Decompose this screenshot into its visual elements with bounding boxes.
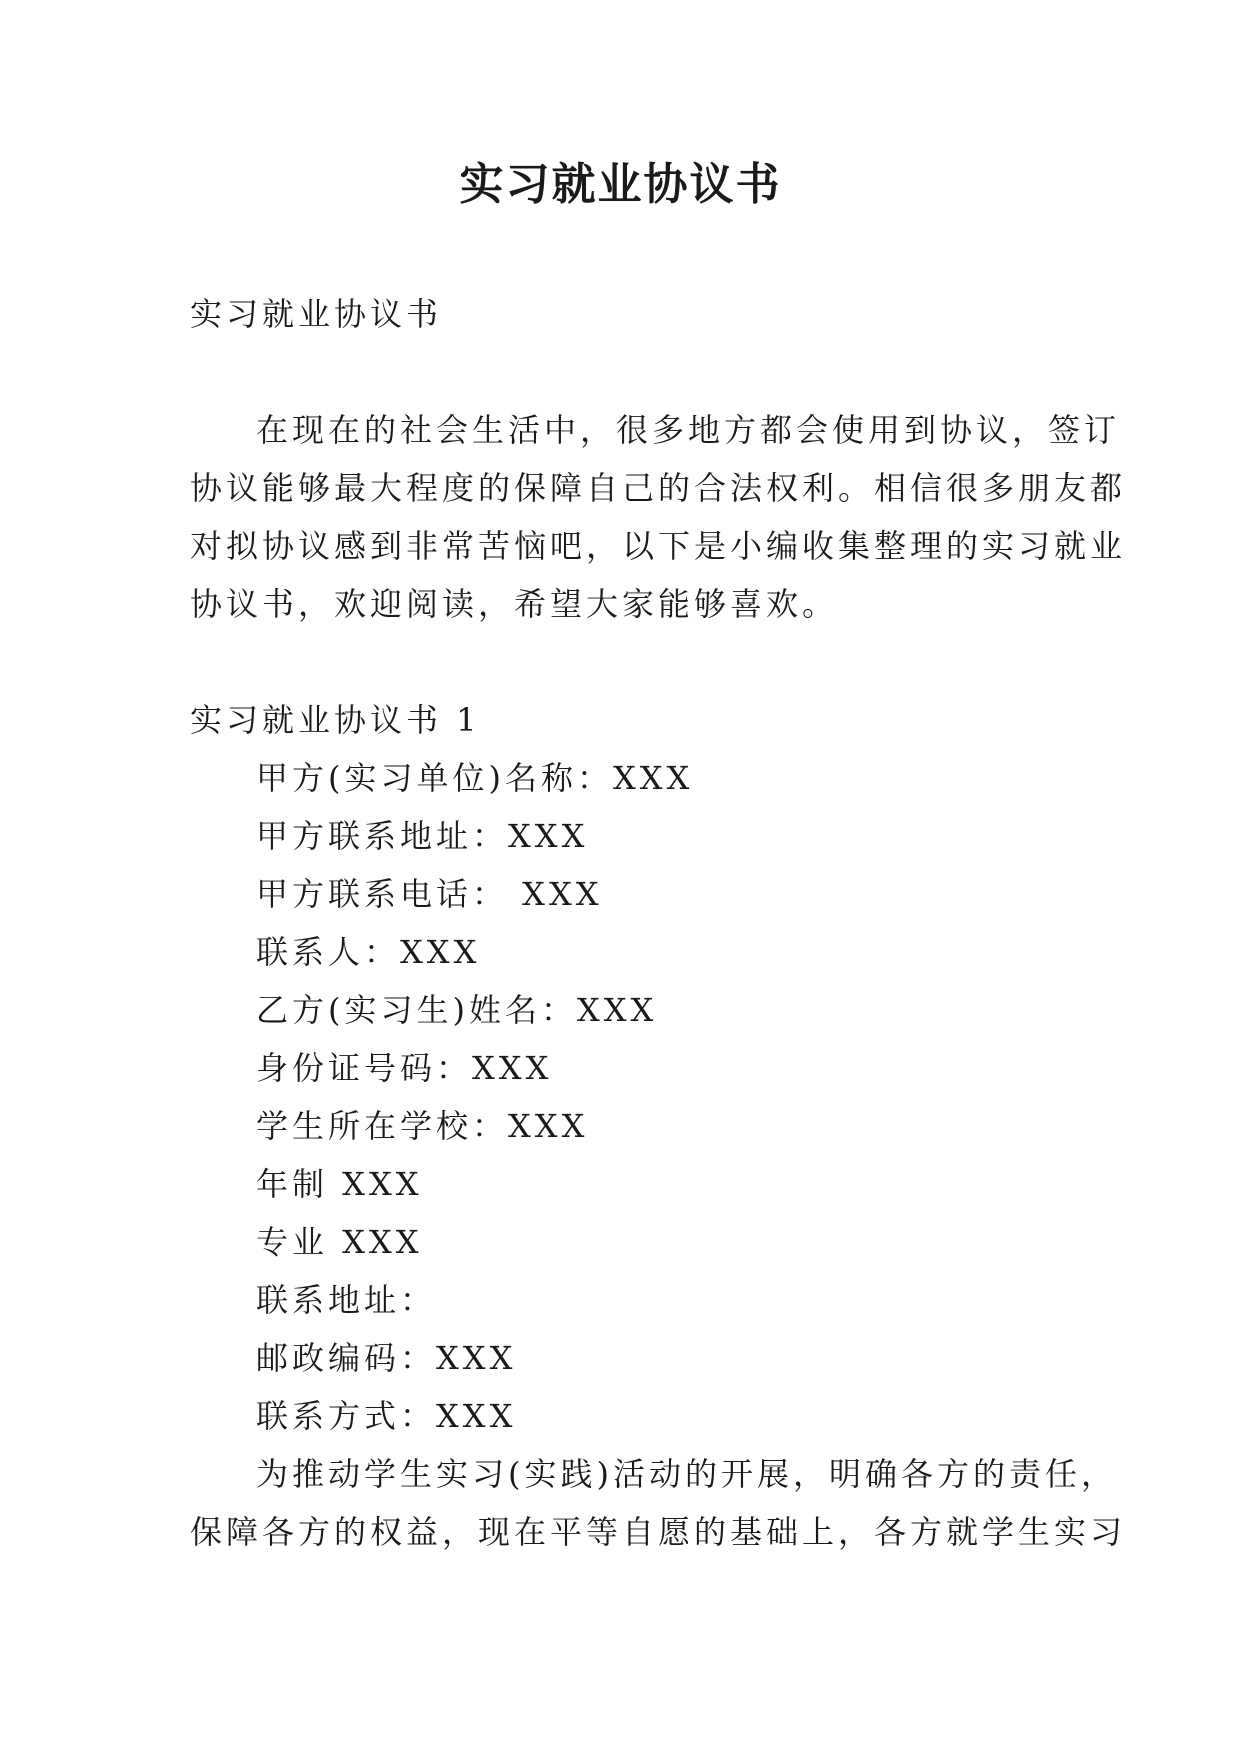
intro-line-4: 协议书，欢迎阅读，希望大家能够喜欢。 <box>190 585 839 623</box>
intro-line-2: 协议能够最大程度的保障自己的合法权利。相信很多朋友都 <box>190 469 1127 507</box>
field-program-length: 年制 XXX <box>256 1165 423 1203</box>
field-party-a-phone: 甲方联系电话： XXX <box>256 875 603 913</box>
document-title: 实习就业协议书 <box>459 159 782 210</box>
field-contact-person: 联系人：XXX <box>256 933 481 971</box>
field-party-a-name: 甲方(实习单位)名称：XXX <box>256 759 694 797</box>
field-id-number: 身份证号码：XXX <box>256 1049 553 1087</box>
intro-line-1: 在现在的社会生活中，很多地方都会使用到协议，签订 <box>256 411 1121 449</box>
field-party-b-name: 乙方(实习生)姓名：XXX <box>256 991 658 1029</box>
field-contact-method: 联系方式：XXX <box>256 1397 517 1435</box>
field-major: 专业 XXX <box>256 1223 423 1261</box>
field-party-a-address: 甲方联系地址：XXX <box>256 817 589 855</box>
document-subtitle: 实习就业协议书 <box>190 295 443 333</box>
field-contact-address: 联系地址： <box>256 1281 437 1319</box>
field-school: 学生所在学校：XXX <box>256 1107 589 1145</box>
closing-line-1: 为推动学生实习(实践)活动的开展，明确各方的责任， <box>256 1455 1117 1493</box>
field-postal-code: 邮政编码：XXX <box>256 1339 517 1377</box>
closing-line-2: 保障各方的权益，现在平等自愿的基础上，各方就学生实习 <box>190 1513 1127 1551</box>
intro-line-3: 对拟协议感到非常苦恼吧，以下是小编收集整理的实习就业 <box>190 527 1127 565</box>
section-heading: 实习就业协议书 1 <box>190 701 481 739</box>
